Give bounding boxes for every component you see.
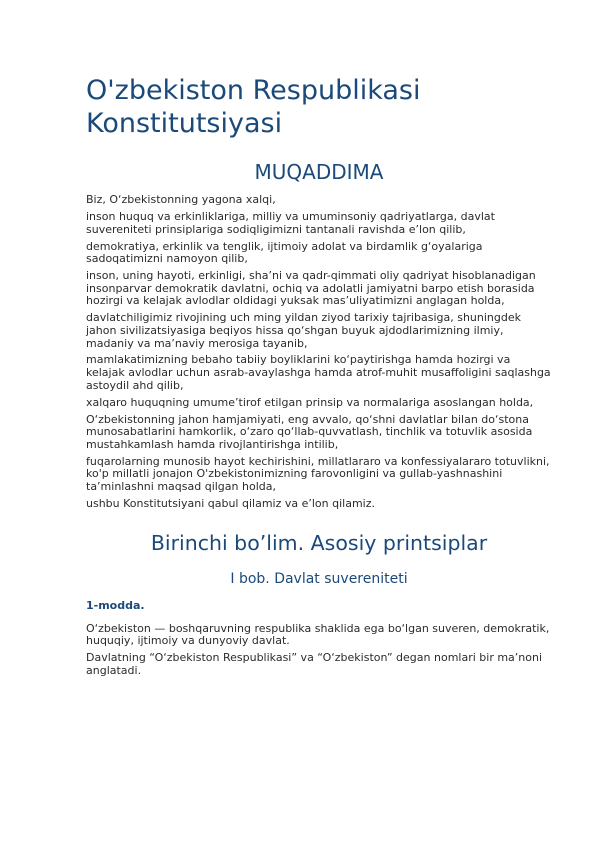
preamble-paragraph: demokratiya, erkinlik va tenglik, ijtimoiy adolat va birdamlik g‘oyalariga sadoqatimizni namoyon qilib, <box>86 239 483 266</box>
preamble-paragraph: O‘zbekistonning jahon hamjamiyati, eng avvalo, qo‘shni davlatlar bilan do‘stona munosabatlarini hamkorlik, o‘zaro qo‘llab-quvvatlash, tinchlik va totuvlik asosida mustahkamlash hamda rivojlantirishga intilib, <box>86 412 533 451</box>
preamble-paragraph: inson, uning hayoti, erkinligi, sha’ni va qadr-qimmati oliy qadriyat hisoblanadigan insonparvar demokratik davlatni, ochiq va adolatli jamiyatni barpo etish borasida hozirgi va kelajak avlodlar oldidagi yuksak mas’uliyatimizni anglagan holda, <box>86 269 536 308</box>
preamble-paragraph: fuqarolarning munosib hayot kechirishini, millatlararo va konfessiyalararo totuvlikni, ko'p millatli jonajon O'zbekistonimizning farovonligini va gullab-yashnashini ta’minlashni maqsad qilgan holda, <box>86 454 550 493</box>
preamble-paragraph: inson huquq va erkinliklariga, milliy va umuminsoniy qadriyatlarga, davlat suvereniteti prinsiplariga sodiqligimizni tantanali ravishda e’lon qilib, <box>86 209 495 236</box>
article-paragraph: Davlatning “O‘zbekiston Respublikasi” va “O‘zbekiston” degan nomlari bir ma’noni anglatadi. <box>86 651 543 677</box>
preamble-paragraph: Biz, O‘zbekistonning yagona xalqi, <box>86 193 276 206</box>
preamble-paragraph: ushbu Konstitutsiyani qabul qilamiz va e’lon qilamiz. <box>86 496 376 510</box>
preamble-heading: MUQADDIMA <box>254 160 384 184</box>
article-heading: 1-modda. <box>86 598 145 612</box>
preamble-paragraph: davlatchiligimiz rivojining uch ming yildan ziyod tarixiy tajribasiga, shuningdek jahon sivilizatsiyasiga beqiyos hissa qo‘shgan buyuk ajdodlarimizning ilmiy, madaniy va ma’naviy merosiga tayanib, <box>86 311 521 350</box>
preamble-paragraph: xalqaro huquqning umume’tirof etilgan prinsip va normalariga asoslangan holda, <box>86 395 534 409</box>
document-title: O'zbekiston Respublikasi Konstitutsiyasi <box>86 75 421 139</box>
article-body <box>86 623 552 678</box>
part-heading: Birinchi bo’lim. Asosiy printsiplar <box>150 530 488 555</box>
preamble-body <box>86 194 552 511</box>
chapter-heading: I bob. Davlat suvereniteti <box>230 570 408 587</box>
document-page <box>86 74 552 682</box>
preamble-paragraph: mamlakatimizning bebaho tabiiy boyliklarini ko‘paytirishga hamda hozirgi va kelajak avlodlar uchun asrab-avaylashga hamda atrof-muhit musaffoligini saqlashga astoydil ahd qilib, <box>86 353 551 392</box>
article-paragraph: O‘zbekiston — boshqaruvning respublika shaklida ega bo‘lgan suveren, demokratik, huquqiy, ijtimoiy va dunyoviy davlat. <box>86 621 550 648</box>
